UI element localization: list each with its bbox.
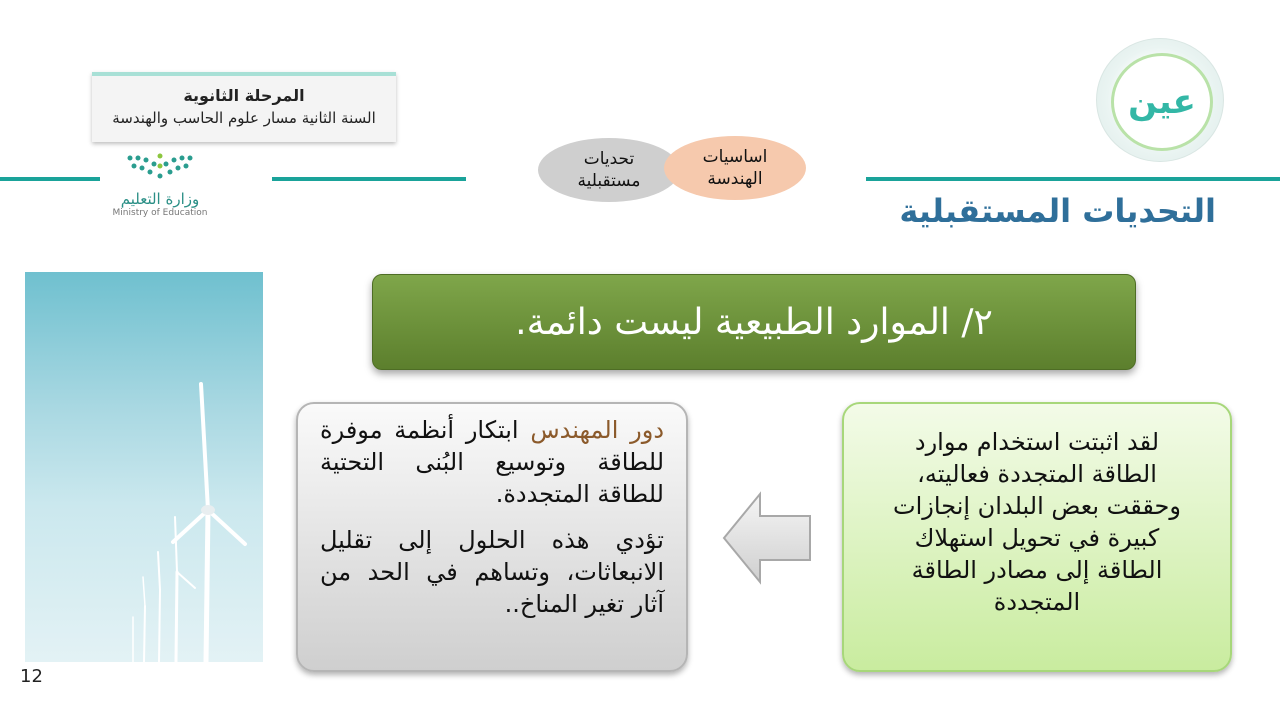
stage-info-box [92,72,396,142]
solutions-paragraph: تؤدي هذه الحلول إلى تقليل الانبعاثات، وتساهم في الحد من آثار تغير المناخ.. [320,526,664,618]
banner-text: ٢/ الموارد الطبيعية ليست دائمة. [515,301,993,343]
page-number: 12 [20,666,43,687]
ministry-dots-icon [120,150,200,184]
engineer-role-label: دور المهندس [530,416,664,444]
ministry-name-arabic: وزارة التعليم [120,190,200,208]
divider-line-right [866,177,1280,181]
breadcrumb-current[interactable] [538,138,680,202]
renewable-energy-text: لقد اثبتت استخدام موارد الطاقة المتجددة فعاليته، وحققت بعض البلدان إنجازات كبيرة في تحويل استهلاك الطاقة إلى مصادر الطاقة المتجددة [893,428,1181,616]
stage-title: المرحلة الثانوية [183,86,305,105]
ministry-logo [100,150,220,230]
ayn-logo-text: عين [1111,53,1213,151]
left-arrow-icon [720,490,814,586]
ayn-logo [1096,38,1224,162]
engineer-role-box [296,402,688,672]
stage-subtitle: السنة الثانية مسار علوم الحاسب والهندسة [112,109,376,127]
wind-turbine-image [25,272,263,662]
engineer-role-paragraph [320,414,664,510]
section-title: التحديات المستقبلية [899,192,1216,230]
ministry-name-english: Ministry of Education [112,208,208,218]
breadcrumb-active-label: اساسيات الهندسة [702,147,768,189]
renewable-energy-box [842,402,1232,672]
divider-line-left [0,177,100,181]
wind-turbine-illustration [25,272,263,662]
breadcrumb-current-label: تحديات مستقبلية [577,149,641,191]
breadcrumb-active[interactable] [664,136,806,200]
heading-banner [372,274,1136,370]
engineer-role-text: ابتكار أنظمة موفرة للطاقة وتوسيع البُنى التحتية للطاقة المتجددة. [320,416,664,508]
divider-line-middle [272,177,466,181]
